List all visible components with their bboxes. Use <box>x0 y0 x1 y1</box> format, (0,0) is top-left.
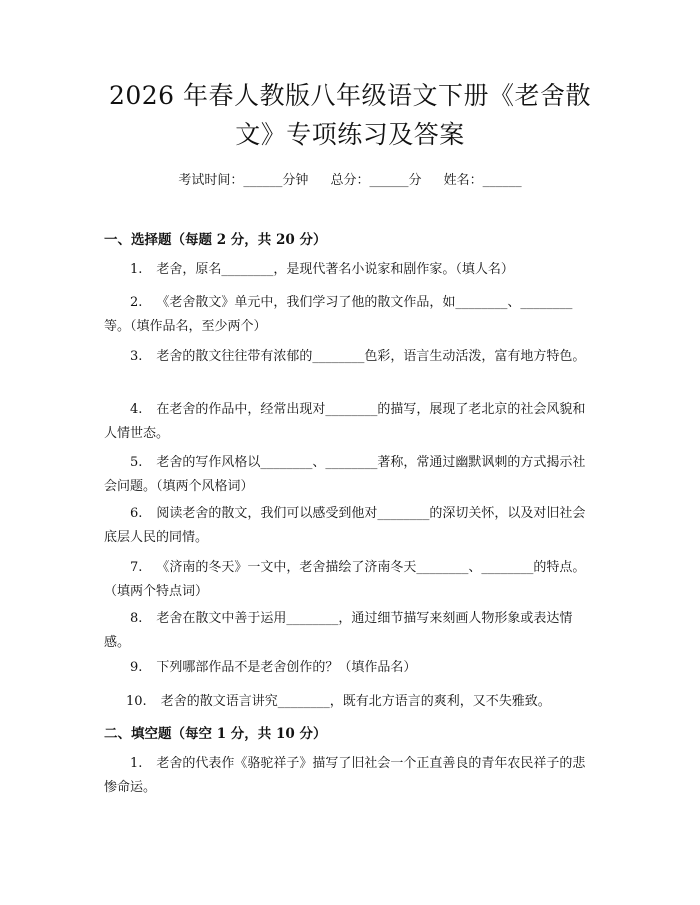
question-item <box>104 451 598 499</box>
question-item <box>104 502 598 550</box>
student-name: 姓名：______ <box>443 173 522 188</box>
question-text: 《济南的冬天》一文中，老舍描绘了济南冬天________、________的特点。（填两个特点词） <box>104 560 586 599</box>
question-item <box>104 690 598 714</box>
question-item <box>104 607 598 655</box>
section-heading-choice: 一、选择题（每题 2 分，共 20 分） <box>104 232 327 248</box>
question-item <box>104 656 598 680</box>
question-item <box>104 398 598 446</box>
question-item <box>104 291 598 339</box>
question-number: 2. <box>130 295 143 310</box>
question-text: 老舍的散文往往带有浓郁的________色彩，语言生动活泼，富有地方特色。 <box>156 349 586 364</box>
question-number: 1. <box>130 262 143 277</box>
question-number: 9. <box>130 660 143 675</box>
title-line-1: 2026 年春人教版八年级语文下册《老舍散 <box>108 81 592 110</box>
question-number: 3. <box>130 349 143 364</box>
exam-info <box>0 171 700 191</box>
question-number: 6. <box>130 506 143 521</box>
section-heading-fill: 二、填空题（每空 1 分，共 10 分） <box>104 726 327 742</box>
question-text: 老舍的散文语言讲究________，既有北方语言的爽利，又不失雅致。 <box>160 694 551 709</box>
question-text: 老舍的代表作《骆驼祥子》描写了旧社会一个正直善良的青年农民祥子的悲惨命运。 <box>104 756 586 795</box>
question-number: 10. <box>126 694 147 709</box>
document-title <box>60 76 640 154</box>
question-text: 下列哪部作品不是老舍创作的？（填作品名） <box>156 660 417 675</box>
total-score: 总分：______分 <box>330 173 422 188</box>
question-number: 1. <box>130 756 143 771</box>
question-item <box>104 752 598 800</box>
question-item <box>104 556 598 604</box>
title-line-2: 文》专项练习及答案 <box>235 120 465 149</box>
question-text: 《老舍散文》单元中，我们学习了他的散文作品，如________、________等。（填作品名，至少两个） <box>104 295 573 334</box>
question-item <box>104 345 598 369</box>
question-text: 老舍的写作风格以________、________著称，常通过幽默讽刺的方式揭示社会问题。（填两个风格词） <box>104 455 586 494</box>
question-text: 老舍在散文中善于运用________，通过细节描写来刻画人物形象或表达情感。 <box>104 611 573 650</box>
exam-time: 考试时间：______分钟 <box>178 173 309 188</box>
question-text: 老舍，原名________，是现代著名小说家和剧作家。（填人名） <box>156 262 514 277</box>
question-text: 阅读老舍的散文，我们可以感受到他对________的深切关怀，以及对旧社会底层人民的同情。 <box>104 506 586 545</box>
question-number: 8. <box>130 611 143 626</box>
question-number: 5. <box>130 455 143 470</box>
question-text: 在老舍的作品中，经常出现对________的描写，展现了老北京的社会风貌和人情世态。 <box>104 402 586 441</box>
question-number: 4. <box>130 402 143 417</box>
question-item <box>104 258 598 282</box>
question-number: 7. <box>130 560 143 575</box>
